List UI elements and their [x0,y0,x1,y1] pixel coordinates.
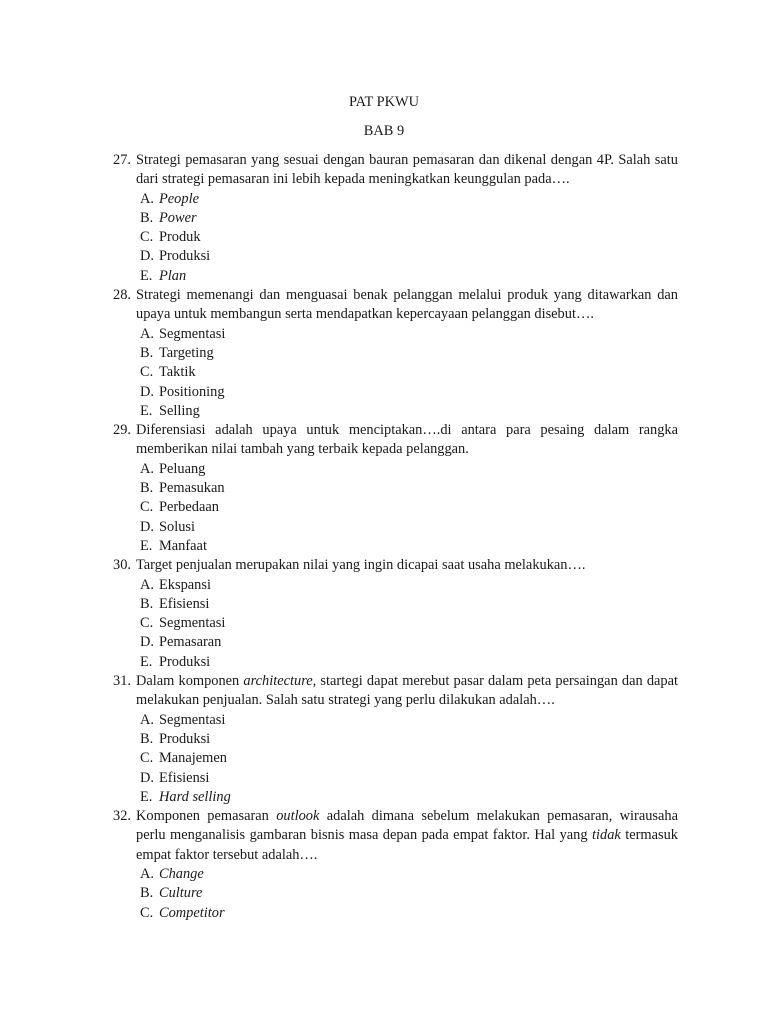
option-text: Culture [159,885,203,902]
option-letter: E. [140,537,153,554]
option-text: Positioning [159,383,225,400]
option-letter: A. [140,190,154,207]
option-text: Efisiensi [159,595,210,612]
answer-option [136,595,678,614]
option-letter: C. [140,615,154,632]
option-letter: D. [140,248,154,265]
option-text: People [159,190,199,207]
option-text: Selling [159,402,200,419]
option-letter: D. [140,634,154,651]
question-29 [113,421,678,556]
option-letter: B. [140,595,154,612]
answer-option [136,190,678,209]
question-text [136,556,678,575]
option-text: Change [159,865,204,882]
option-letter: E. [140,402,153,419]
answer-option [136,363,678,382]
answer-option [136,479,678,498]
answer-option [136,247,678,266]
option-letter: A. [140,325,154,342]
question-text-segment: Target penjualan merupakan nilai yang ingin dicapai saat usaha melakukan…. [136,557,586,574]
option-letter: C. [140,904,154,921]
option-letter: C. [140,364,154,381]
option-letter: D. [140,383,154,400]
option-letter: E. [140,267,153,284]
option-text: Pemasaran [159,634,222,651]
option-text: Produk [159,229,201,246]
question-text-segment: Komponen pemasaran [136,808,277,825]
question-list [113,151,678,923]
option-letter: D. [140,518,154,535]
option-letter: B. [140,480,154,497]
option-letter: A. [140,576,154,593]
option-text: Targeting [159,344,214,361]
question-text-segment: adalah dimana sebelum melakukan pemasaran, wirausaha perlu menganalisis gambaran bisnis masa depan pada empat faktor. Hal yang [136,808,679,844]
option-text: Manfaat [159,537,207,554]
question-number: 27. [113,152,131,168]
option-letter: B. [140,730,154,747]
question-text-segment: outlook [276,808,320,825]
option-letter: A. [140,460,154,477]
answer-option [136,228,678,247]
question-text [136,421,678,460]
option-text: Perbedaan [159,499,219,516]
answer-option [136,576,678,595]
question-text-segment: Diferensiasi adalah upaya untuk menciptakan….di antara para pesaing dalam rangka memberikan nilai tambah yang terbaik kepada pelanggan. [136,422,678,458]
question-number: 32. [113,808,131,825]
document-title: PAT PKWU [349,94,419,110]
answer-option [136,325,678,344]
option-text: Competitor [159,904,225,921]
answer-option [136,498,678,517]
question-text [136,286,678,325]
answer-option [136,383,678,402]
option-text: Taktik [159,364,196,381]
option-letter: C. [140,229,154,246]
option-text: Produksi [159,248,211,265]
question-30 [113,556,678,672]
question-28 [113,286,678,421]
answer-option [136,633,678,652]
answer-option [136,788,678,807]
option-text: Ekspansi [159,576,211,593]
option-text: Hard selling [159,788,231,805]
option-letter: C. [140,499,154,516]
option-text: Pemasukan [159,480,225,497]
option-text: Plan [159,267,187,284]
option-text: Produksi [159,730,211,747]
question-text [136,672,678,711]
answer-option [136,711,678,730]
answer-option [136,209,678,228]
option-text: Segmentasi [159,325,226,342]
question-number: 29. [113,422,131,439]
option-text: Solusi [159,518,195,535]
answer-option [136,537,678,556]
option-text: Power [159,209,197,226]
question-text [136,151,678,190]
question-text-segment: , startegi dapat merebut pasar dalam peta persaingan dan dapat melakukan penjualan. Salah satu strategi yang perlu dilakukan adalah…. [136,673,678,709]
question-number: 28. [113,287,131,304]
answer-option [136,614,678,633]
answer-option [136,402,678,421]
question-27 [113,151,678,286]
answer-option [136,884,678,903]
answer-option [136,749,678,768]
option-letter: B. [140,344,154,361]
question-text-segment: architecture [243,673,313,690]
answer-option [136,460,678,479]
option-letter: A. [140,865,154,882]
option-letter: B. [140,885,154,902]
question-text-segment: Strategi memenangi dan menguasai benak pelanggan melalui produk yang ditawarkan dan upaya untuk membangun serta mendapatkan kepercayaan pelanggan disebut…. [136,287,678,323]
question-text-segment: termasuk empat faktor tersebut adalah…. [136,827,678,863]
answer-option [136,267,678,286]
answer-option [136,653,678,672]
question-32 [113,807,678,923]
option-letter: A. [140,711,154,728]
question-31 [113,672,678,807]
answer-option [136,518,678,537]
question-text-segment: tidak [592,827,621,844]
answer-option [136,344,678,363]
question-text-segment: Dalam komponen [136,673,244,690]
question-text [136,807,678,865]
option-letter: E. [140,788,153,805]
question-number: 31. [113,673,131,690]
option-text: Produksi [159,653,211,670]
option-text: Efisiensi [159,769,210,786]
option-letter: E. [140,653,153,670]
option-text: Segmentasi [159,711,226,728]
answer-option [136,865,678,884]
question-text-segment: Strategi pemasaran yang sesuai dengan bauran pemasaran dan dikenal dengan 4P. Salah satu dari strategi pemasaran ini lebih kepada meningkatkan keunggulan pada…. [136,152,678,188]
question-number: 30. [113,557,131,574]
option-text: Manajemen [159,750,227,767]
answer-option [136,904,678,923]
chapter-heading: BAB 9 [363,123,405,139]
option-letter: B. [140,209,154,226]
option-letter: C. [140,750,154,767]
answer-option [136,769,678,788]
answer-option [136,730,678,749]
option-text: Segmentasi [159,615,226,632]
option-text: Peluang [159,460,206,477]
option-letter: D. [140,769,154,786]
